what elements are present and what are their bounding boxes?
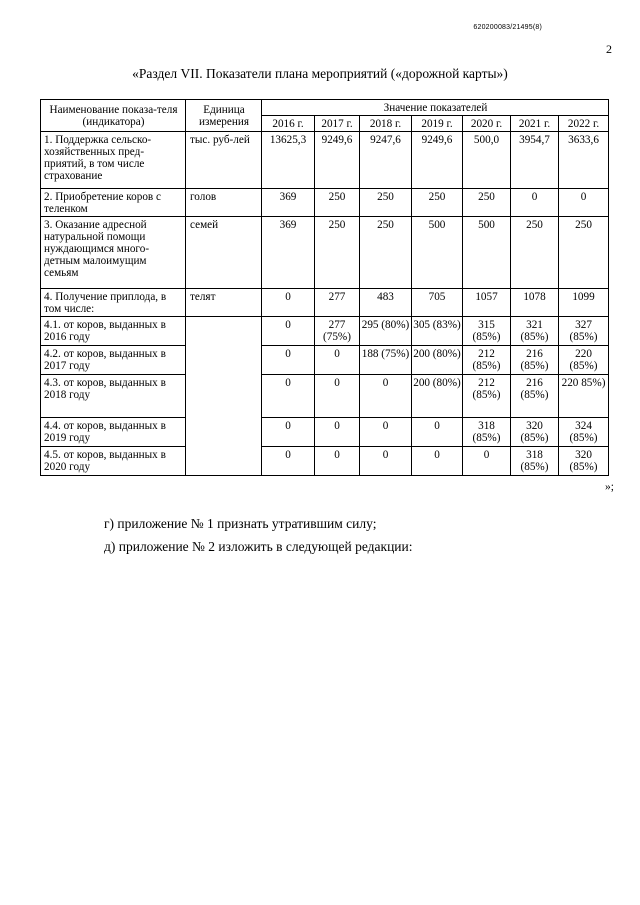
value-cell: 320 (85%): [559, 447, 609, 476]
closing-quote: »;: [605, 481, 614, 493]
value-cell: 320 (85%): [511, 418, 559, 447]
value-cell: 212 (85%): [463, 375, 511, 418]
value-cell: 220 85%): [559, 375, 609, 418]
indicator-name: 4.1. от коров, выданных в 2016 году: [41, 317, 186, 346]
indicator-name: 4.2. от коров, выданных в 2017 году: [41, 346, 186, 375]
value-cell: 1078: [511, 289, 559, 317]
year-header: 2016 г.: [262, 116, 315, 132]
value-cell: 250: [463, 189, 511, 217]
indicator-name: 4.4. от коров, выданных в 2019 году: [41, 418, 186, 447]
value-cell: 0: [463, 447, 511, 476]
value-cell: 321 (85%): [511, 317, 559, 346]
value-cell: 0: [262, 346, 315, 375]
value-cell: 0: [315, 418, 360, 447]
value-cell: 315 (85%): [463, 317, 511, 346]
value-cell: 1099: [559, 289, 609, 317]
value-cell: 13625,3: [262, 132, 315, 189]
table-row: [41, 132, 609, 189]
value-cell: 0: [262, 418, 315, 447]
value-cell: 327 (85%): [559, 317, 609, 346]
value-cell: 3954,7: [511, 132, 559, 189]
unit-cell-empty: [186, 317, 262, 476]
value-cell: 212 (85%): [463, 346, 511, 375]
indicators-table: [40, 99, 609, 476]
value-cell: 0: [315, 375, 360, 418]
value-cell: 9247,6: [360, 132, 412, 189]
value-cell: 500,0: [463, 132, 511, 189]
year-header: 2020 г.: [463, 116, 511, 132]
table-row: [41, 289, 609, 317]
value-cell: 369: [262, 217, 315, 289]
value-cell: 705: [412, 289, 463, 317]
value-cell: 9249,6: [412, 132, 463, 189]
value-cell: 3633,6: [559, 132, 609, 189]
value-cell: 250: [360, 189, 412, 217]
value-cell: 318 (85%): [511, 447, 559, 476]
year-header: 2019 г.: [412, 116, 463, 132]
value-cell: 295 (80%): [360, 317, 412, 346]
value-cell: 483: [360, 289, 412, 317]
paragraph-g: г) приложение № 1 признать утратившим силу;: [104, 516, 377, 531]
value-cell: 9249,6: [315, 132, 360, 189]
header-unit: Единица измерения: [186, 100, 262, 132]
header-values: Значение показателей: [262, 100, 609, 116]
value-cell: 0: [360, 375, 412, 418]
value-cell: 0: [315, 346, 360, 375]
indicator-name: 4. Получение приплода, в том числе:: [41, 289, 186, 317]
value-cell: 0: [262, 375, 315, 418]
table-row: [41, 447, 609, 476]
value-cell: 277: [315, 289, 360, 317]
value-cell: 200 (80%): [412, 346, 463, 375]
page-number: 2: [606, 42, 612, 56]
value-cell: 0: [412, 418, 463, 447]
value-cell: 250: [511, 217, 559, 289]
year-header: 2022 г.: [559, 116, 609, 132]
unit-cell: тыс. руб-лей: [186, 132, 262, 189]
table-row: [41, 217, 609, 289]
value-cell: 0: [360, 418, 412, 447]
value-cell: 188 (75%): [360, 346, 412, 375]
value-cell: 500: [412, 217, 463, 289]
value-cell: 0: [559, 189, 609, 217]
value-cell: 1057: [463, 289, 511, 317]
document-id: 620200083/21495(8): [473, 24, 542, 31]
table-row: [41, 189, 609, 217]
table-row: [41, 317, 609, 346]
unit-cell: телят: [186, 289, 262, 317]
value-cell: 0: [262, 317, 315, 346]
value-cell: 200 (80%): [412, 375, 463, 418]
indicator-name: 3. Оказание адресной натуральной помощи нуждающимся много-детным малоимущим семьям: [41, 217, 186, 289]
table-row: [41, 346, 609, 375]
year-header: 2017 г.: [315, 116, 360, 132]
value-cell: 0: [262, 289, 315, 317]
value-cell: 0: [360, 447, 412, 476]
indicator-name: 2. Приобретение коров с теленком: [41, 189, 186, 217]
year-header: 2021 г.: [511, 116, 559, 132]
value-cell: 369: [262, 189, 315, 217]
value-cell: 324 (85%): [559, 418, 609, 447]
value-cell: 216 (85%): [511, 346, 559, 375]
value-cell: 0: [315, 447, 360, 476]
unit-cell: голов: [186, 189, 262, 217]
unit-cell: семей: [186, 217, 262, 289]
value-cell: 250: [360, 217, 412, 289]
indicator-name: 1. Поддержка сельско-хозяйственных пред-приятий, в том числе страхование: [41, 132, 186, 189]
value-cell: 318 (85%): [463, 418, 511, 447]
paragraph-d: д) приложение № 2 изложить в следующей редакции:: [104, 539, 413, 554]
value-cell: 0: [262, 447, 315, 476]
value-cell: 250: [315, 217, 360, 289]
value-cell: 305 (83%): [412, 317, 463, 346]
value-cell: 250: [315, 189, 360, 217]
value-cell: 216 (85%): [511, 375, 559, 418]
value-cell: 500: [463, 217, 511, 289]
year-header: 2018 г.: [360, 116, 412, 132]
indicator-name: 4.3. от коров, выданных в 2018 году: [41, 375, 186, 418]
section-title: «Раздел VII. Показатели плана мероприятий («дорожной карты»): [132, 66, 508, 81]
table-row: [41, 375, 609, 418]
value-cell: 277 (75%): [315, 317, 360, 346]
indicator-name: 4.5. от коров, выданных в 2020 году: [41, 447, 186, 476]
value-cell: 250: [412, 189, 463, 217]
value-cell: 250: [559, 217, 609, 289]
header-indicator-name: Наименование показа-теля (индикатора): [41, 100, 186, 132]
value-cell: 220 (85%): [559, 346, 609, 375]
value-cell: 0: [511, 189, 559, 217]
value-cell: 0: [412, 447, 463, 476]
table-row: [41, 418, 609, 447]
